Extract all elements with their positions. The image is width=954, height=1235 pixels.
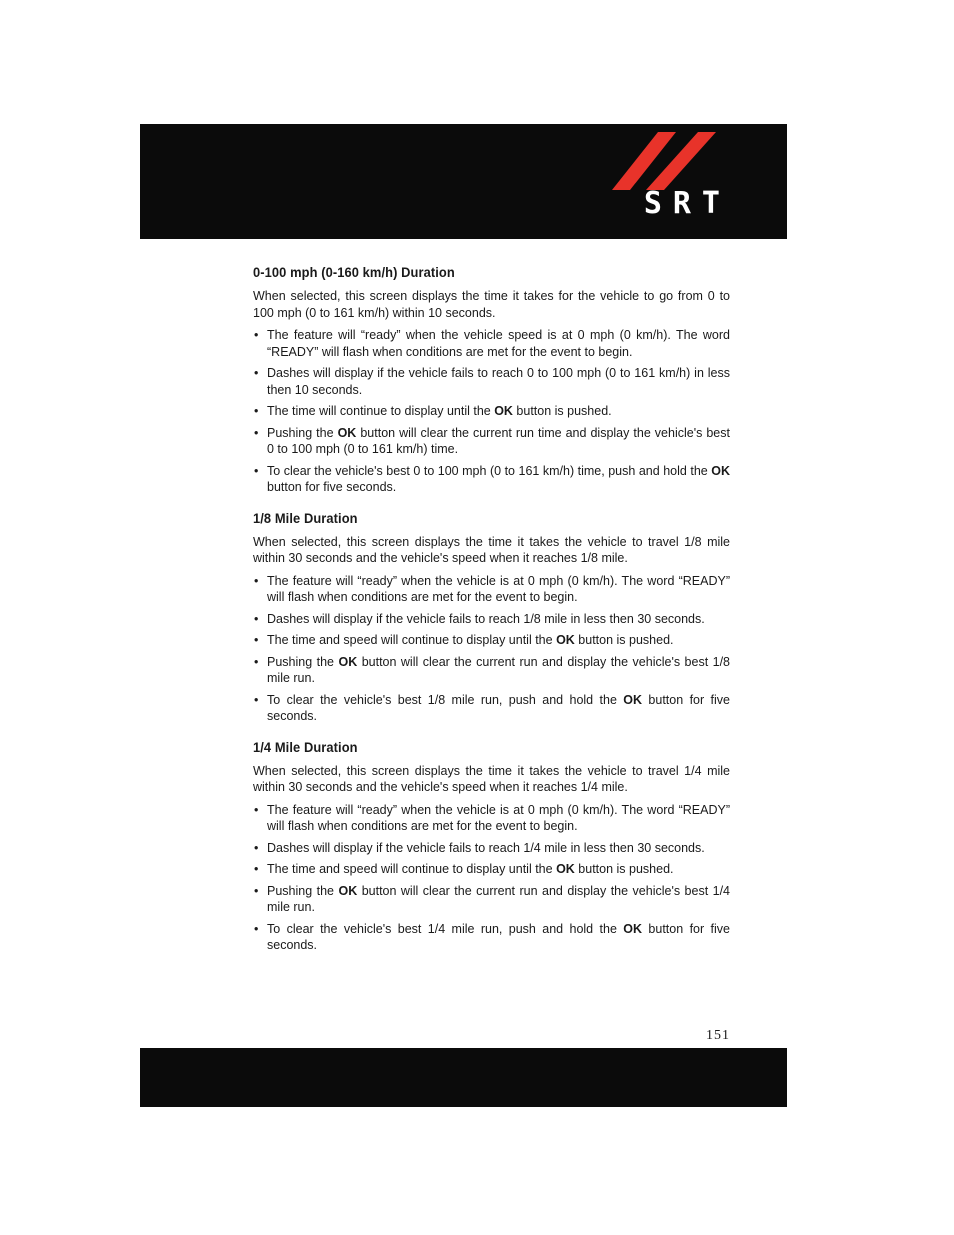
bullet-icon: • — [254, 404, 259, 418]
section-1-8-mile-duration — [253, 510, 730, 725]
footer-band — [140, 1048, 787, 1107]
ok-keyword: OK — [338, 883, 358, 898]
section-1-4-mile-duration — [253, 739, 730, 954]
section-intro: When selected, this screen displays the time it takes the vehicle to travel 1/8 mile within 30 seconds and the vehicle's speed when it reaches 1/8 mile. — [253, 534, 730, 565]
main-content — [253, 264, 730, 968]
list-item: • The time and speed will continue to display until the OK button is pushed. — [254, 862, 674, 876]
list-item: • The time will continue to display until the OK button is pushed. — [254, 404, 612, 418]
bullet-icon: • — [254, 328, 259, 342]
section-heading: 0-100 mph (0-160 km/h) Duration — [253, 264, 455, 280]
bullet-icon: • — [254, 883, 259, 898]
list-item: • Dashes will display if the vehicle fails to reach 0 to 100 mph (0 to 161 km/h) in less then 10 seconds. — [254, 366, 730, 397]
list-item: • The feature will “ready” when the vehicle is at 0 mph (0 km/h). The word “READY” will flash when conditions are met for the event to begin. — [254, 573, 730, 604]
ok-keyword: OK — [623, 921, 643, 936]
list-item: • Pushing the OK button will clear the current run and display the vehicle's best 1/8 mile run. — [254, 654, 731, 685]
ok-keyword: OK — [337, 425, 357, 440]
ok-keyword: OK — [623, 692, 643, 707]
ok-keyword: OK — [711, 463, 730, 478]
list-item: • The feature will “ready” when the vehicle is at 0 mph (0 km/h). The word “READY” will flash when conditions are met for the event to begin. — [254, 802, 730, 833]
bullet-list — [253, 802, 730, 954]
list-item: • Pushing the OK button will clear the current run time and display the vehicle's best 0 to 100 mph (0 to 161 km/h) time. — [254, 425, 730, 456]
list-item: • To clear the vehicle's best 1/4 mile run, push and hold the OK button for five seconds. — [254, 921, 730, 952]
list-item: • To clear the vehicle's best 0 to 100 mph (0 to 161 km/h) time, push and hold the OK button for five seconds. — [254, 463, 730, 494]
list-item: • Dashes will display if the vehicle fails to reach 1/4 mile in less then 30 seconds. — [254, 840, 705, 855]
ok-keyword: OK — [556, 862, 575, 876]
bullet-icon: • — [254, 633, 259, 647]
bullet-icon: • — [254, 921, 259, 936]
section-0-100-duration — [253, 264, 730, 496]
list-item: • The feature will “ready” when the vehicle speed is at 0 mph (0 km/h). The word “READY” will flash when conditions are met for the event to begin. — [254, 328, 730, 359]
bullet-icon: • — [254, 692, 259, 707]
section-heading: 1/4 Mile Duration — [253, 738, 358, 755]
bullet-icon: • — [254, 366, 259, 380]
bullet-icon: • — [254, 463, 259, 478]
section-intro: When selected, this screen displays the time it takes the vehicle to travel 1/4 mile within 30 seconds and the vehicle's speed when it reaches 1/4 mile. — [253, 763, 730, 794]
section-intro: When selected, this screen displays the time it takes for the vehicle to go from 0 to 100 mph (0 to 161 km/h) within 10 seconds. — [253, 289, 730, 320]
bullet-icon: • — [254, 425, 259, 440]
ok-keyword: OK — [338, 654, 358, 669]
page-number: 151 — [706, 1028, 730, 1043]
bullet-icon: • — [254, 611, 259, 626]
list-item: • To clear the vehicle's best 1/8 mile run, push and hold the OK button for five seconds. — [254, 692, 730, 723]
list-item: • Pushing the OK button will clear the current run and display the vehicle's best 1/4 mile run. — [254, 883, 731, 914]
list-item: • Dashes will display if the vehicle fails to reach 1/8 mile in less then 30 seconds. — [254, 611, 705, 626]
list-item: • The time and speed will continue to display until the OK button is pushed. — [254, 633, 674, 647]
bullet-icon: • — [254, 654, 259, 669]
bullet-list — [253, 573, 730, 725]
brand-logo-text: SRT — [643, 186, 731, 221]
bullet-icon: • — [254, 573, 259, 588]
ok-keyword: OK — [494, 404, 513, 418]
srt-stripes-logo — [610, 130, 720, 190]
bullet-icon: • — [254, 840, 259, 855]
bullet-icon: • — [254, 802, 259, 817]
header-band — [140, 124, 787, 239]
section-heading: 1/8 Mile Duration — [253, 509, 358, 526]
bullet-list — [253, 327, 730, 496]
bullet-icon: • — [254, 862, 259, 876]
ok-keyword: OK — [556, 633, 575, 647]
